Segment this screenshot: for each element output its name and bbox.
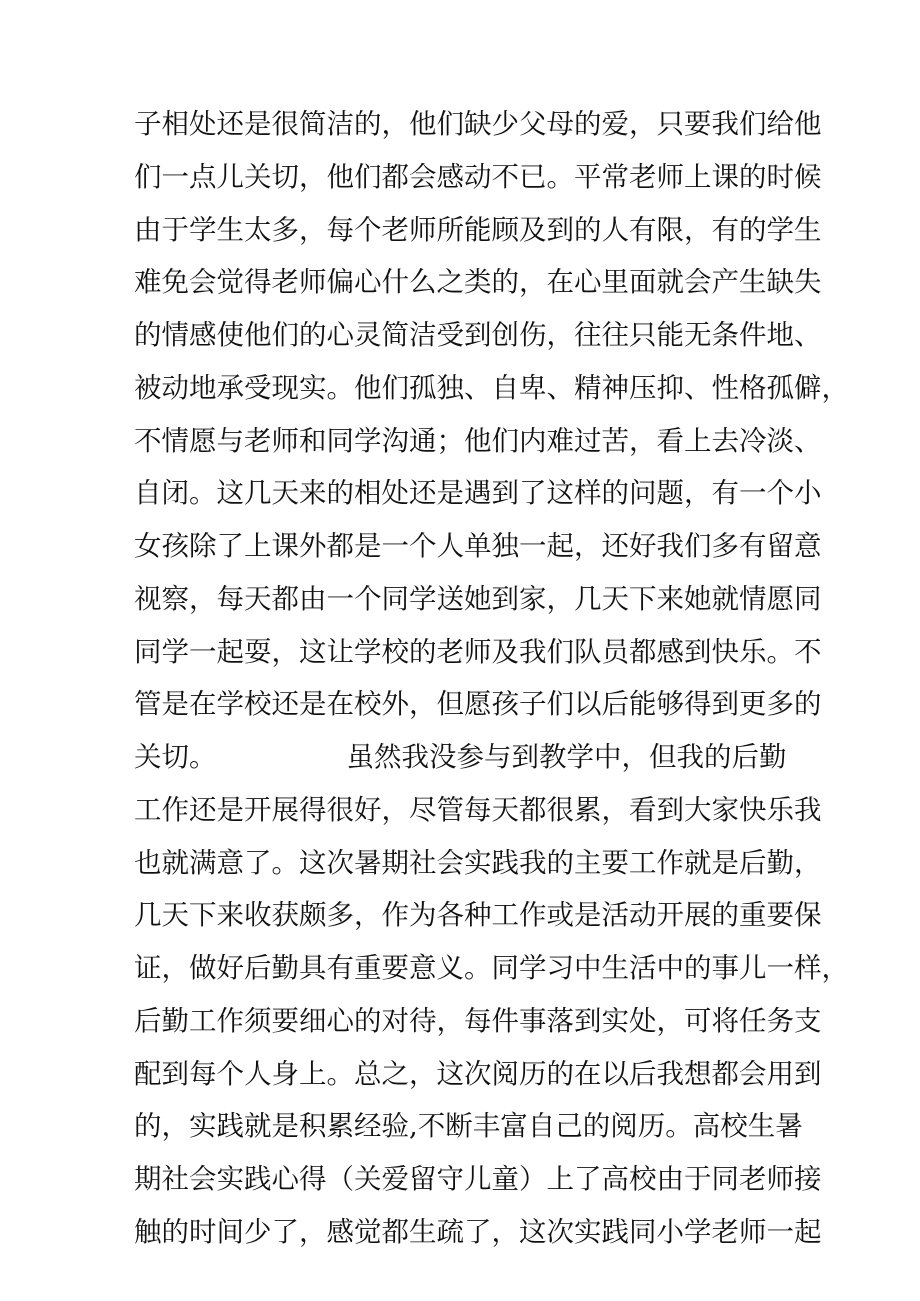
text-line: 管是在学校还是在校外，但愿孩子们以后能够得到更多的 [134,688,822,721]
paragraph-break-line [134,731,794,784]
text-line: 工作还是开展得很好，尽管每天都很累，看到大家快乐我 [134,793,822,826]
text-line: 子相处还是很简洁的，他们缺少父母的爱，只要我们给他 [134,108,822,140]
text-line: 触的时间少了，感觉都生疏了，这次实践同小学老师一起 [134,1215,822,1248]
text-line: 的，实践就是积累经验,不断丰富自己的阅历。高校生暑 [134,1110,803,1143]
paragraph-start-text: 虽然我没参与到教学中，但我的后勤 [346,741,787,773]
text-line: 同学一起耍，这让学校的老师及我们队员都感到快乐。不 [134,635,822,668]
text-line: 几天下来收获颇多，作为各种工作或是活动开展的重要保 [134,899,822,932]
paragraph-end-text: 关切。 [134,741,217,773]
text-line: 的情感使他们的心灵简洁受到创伤，往往只能无条件地、 [134,319,822,351]
text-line: 证，做好后勤具有重要意义。同学习中生活中的事儿一样， [134,952,849,984]
text-line: 不情愿与老师和同学沟通；他们内难过苦，看上去冷淡、 [134,424,822,457]
text-line: 配到每个人身上。总之，这次阅历的在以后我想都会用到 [134,1057,822,1090]
text-line: 们一点儿关切，他们都会感动不已。平常老师上课的时候 [134,160,822,193]
text-line: 也就满意了。这次暑期社会实践我的主要工作就是后勤， [134,846,822,879]
text-line: 被动地承受现实。他们孤独、自卑、精神压抑、性格孤僻， [134,371,849,404]
text-line: 难免会觉得老师偏心什么之类的，在心里面就会产生缺失 [134,266,822,299]
body-text [134,98,849,1259]
text-line: 女孩除了上课外都是一个人单独一起，还好我们多有留意 [134,530,822,562]
text-line: 后勤工作须要细心的对待，每件事落到实处，可将任务支 [134,1004,822,1037]
text-line: 视察，每天都由一个同学送她到家，几天下来她就情愿同 [134,582,822,615]
text-line: 期社会实践心得（关爱留守儿童）上了高校由于同老师接 [134,1163,822,1195]
text-line: 由于学生太多，每个老师所能顾及到的人有限，有的学生 [134,213,822,246]
text-line: 自闭。这几天来的相处还是遇到了这样的问题，有一个小 [134,477,822,510]
